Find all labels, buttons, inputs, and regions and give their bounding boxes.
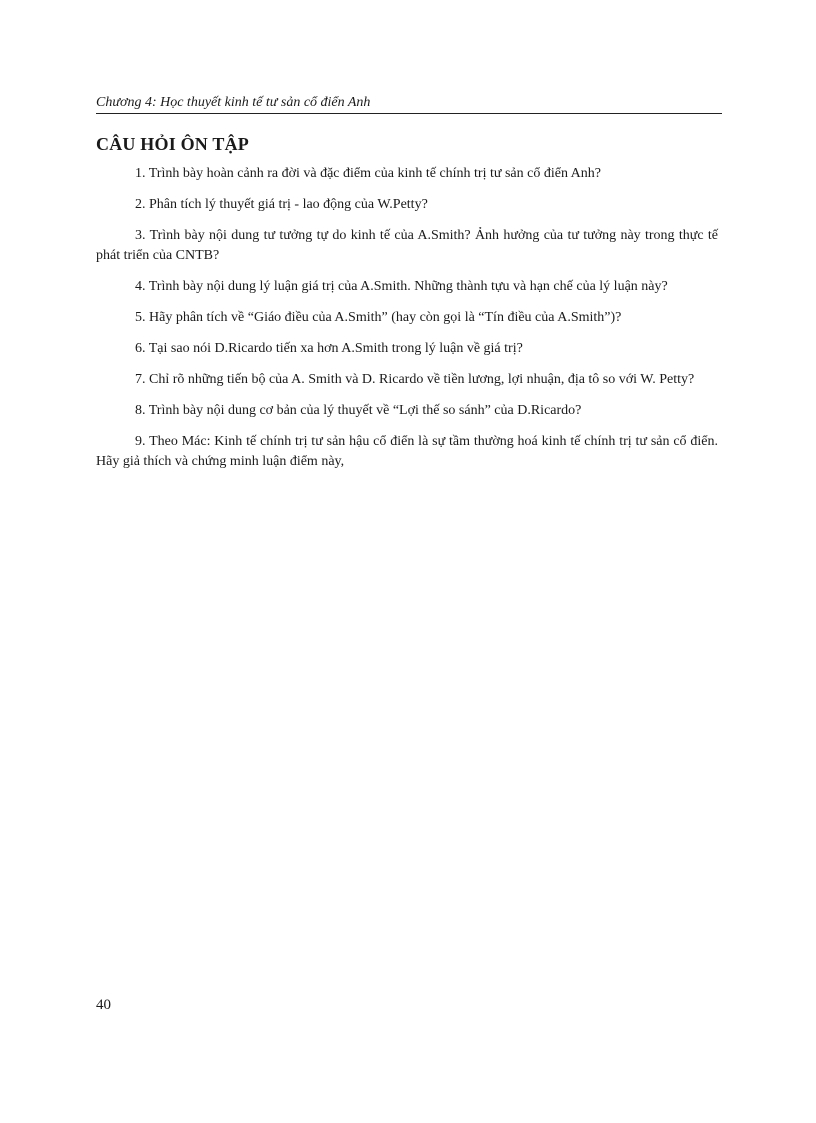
question-list [96, 164, 718, 483]
question-1: 1. Trình bày hoàn cảnh ra đời và đặc điểm của kinh tế chính trị tư sản cổ điển Anh? [135, 166, 601, 181]
page-number: 40 [96, 997, 111, 1013]
question-2: 2. Phân tích lý thuyết giá trị - lao động của W.Petty? [135, 197, 428, 212]
question-8: 8. Trình bày nội dung cơ bản của lý thuyết về “Lợi thế so sánh” của D.Ricardo? [135, 403, 582, 418]
question-9: 9. Theo Mác: Kinh tế chính trị tư sản hậu cổ điển là sự tầm thường hoá kinh tế chính trị tư sản cổ điển. Hãy giả thích và chứng minh luận điểm này, [96, 434, 718, 469]
question-3: 3. Trình bày nội dung tư tưởng tự do kinh tế của A.Smith? Ảnh hưởng của tư tưởng này trong thực tế phát triển của CNTB? [96, 228, 718, 263]
question-4: 4. Trình bày nội dung lý luận giá trị của A.Smith. Những thành tựu và hạn chế của lý luận này? [135, 279, 668, 294]
question-5: 5. Hãy phân tích về “Giáo điều của A.Smith” (hay còn gọi là “Tín điều của A.Smith”)? [135, 310, 622, 325]
running-header: Chương 4: Học thuyết kinh tế tư sản cổ điển Anh [96, 94, 722, 114]
question-6: 6. Tại sao nói D.Ricardo tiến xa hơn A.Smith trong lý luận về giá trị? [135, 341, 523, 356]
section-title: CÂU HỎI ÔN TẬP [96, 134, 249, 154]
question-7: 7. Chỉ rõ những tiến bộ của A. Smith và D. Ricardo về tiền lương, lợi nhuận, địa tô so với W. Petty? [135, 372, 695, 387]
